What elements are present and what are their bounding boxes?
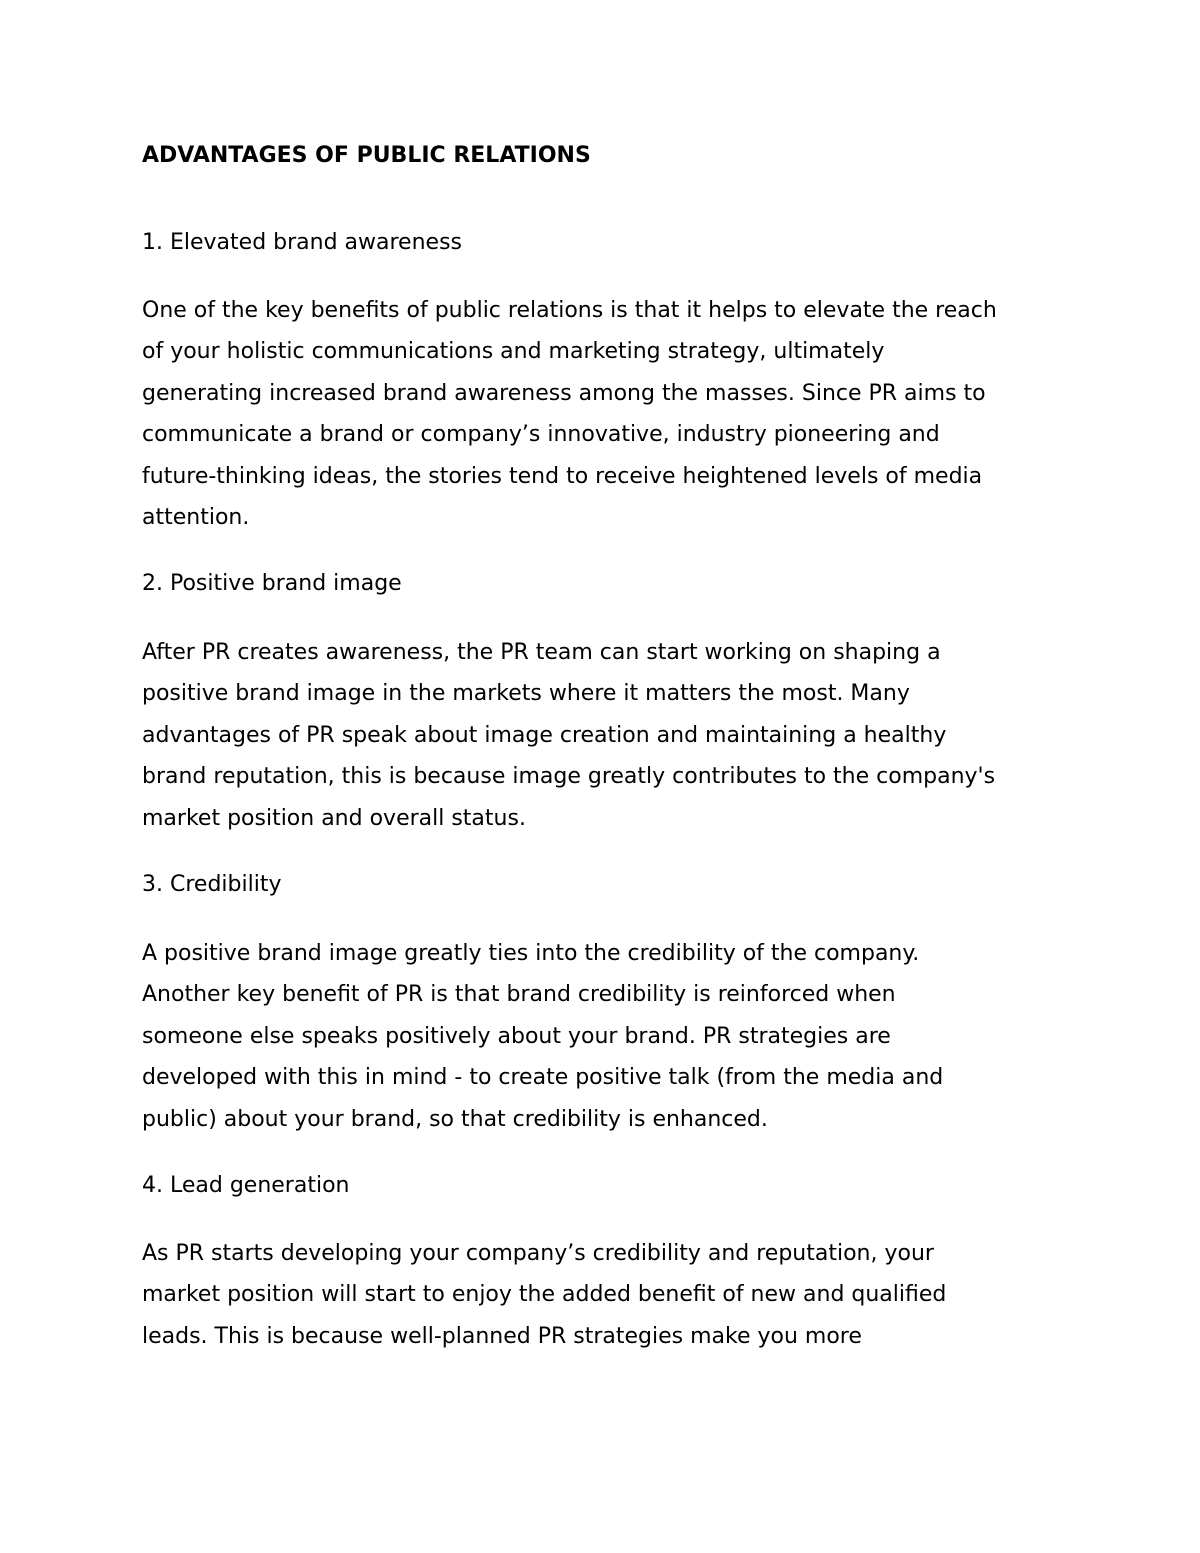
paragraph-line: developed with this in mind - to create positive talk (from the media and: [142, 1065, 944, 1091]
section-heading-elevated-brand-awareness: 1. Elevated brand awareness: [142, 230, 462, 255]
section-body-lead-generation: [142, 1233, 946, 1357]
document-title: ADVANTAGES OF PUBLIC RELATIONS: [142, 143, 591, 168]
paragraph-line: A positive brand image greatly ties into the credibility of the company.: [142, 941, 920, 966]
paragraph-line: As PR starts developing your company’s credibility and reputation, your: [142, 1241, 934, 1266]
paragraph-line: attention.: [142, 504, 250, 530]
paragraph-line: someone else speaks positively about your brand. PR strategies are: [142, 1023, 891, 1049]
paragraph-line: market position and overall status.: [142, 805, 526, 831]
section-body-credibility: [142, 933, 943, 1140]
paragraph-line: market position will start to enjoy the added benefit of new and qualified: [142, 1282, 947, 1308]
paragraph-line: public) about your brand, so that credibility is enhanced.: [142, 1106, 768, 1132]
section-body-elevated-brand-awareness: [142, 290, 997, 538]
section-heading-credibility: 3. Credibility: [142, 872, 282, 897]
paragraph-line: Another key benefit of PR is that brand credibility is reinforced when: [142, 982, 896, 1008]
paragraph-line: advantages of PR speak about image creation and maintaining a healthy: [142, 722, 947, 748]
section-heading-lead-generation: 4. Lead generation: [142, 1173, 350, 1198]
paragraph-line: future-thinking ideas, the stories tend to receive heightened levels of media: [142, 463, 983, 489]
section-heading-positive-brand-image: 2. Positive brand image: [142, 571, 402, 596]
paragraph-line: brand reputation, this is because image greatly contributes to the company's: [142, 764, 996, 790]
paragraph-line: One of the key benefits of public relations is that it helps to elevate the reach: [142, 298, 997, 323]
paragraph-line: generating increased brand awareness among the masses. Since PR aims to: [142, 380, 986, 406]
paragraph-line: leads. This is because well-planned PR strategies make you more: [142, 1323, 862, 1349]
paragraph-line: of your holistic communications and marketing strategy, ultimately: [142, 339, 885, 365]
paragraph-line: positive brand image in the markets where it matters the most. Many: [142, 681, 910, 707]
paragraph-line: communicate a brand or company’s innovative, industry pioneering and: [142, 422, 940, 448]
paragraph-line: After PR creates awareness, the PR team can start working on shaping a: [142, 640, 941, 665]
section-body-positive-brand-image: [142, 632, 995, 839]
